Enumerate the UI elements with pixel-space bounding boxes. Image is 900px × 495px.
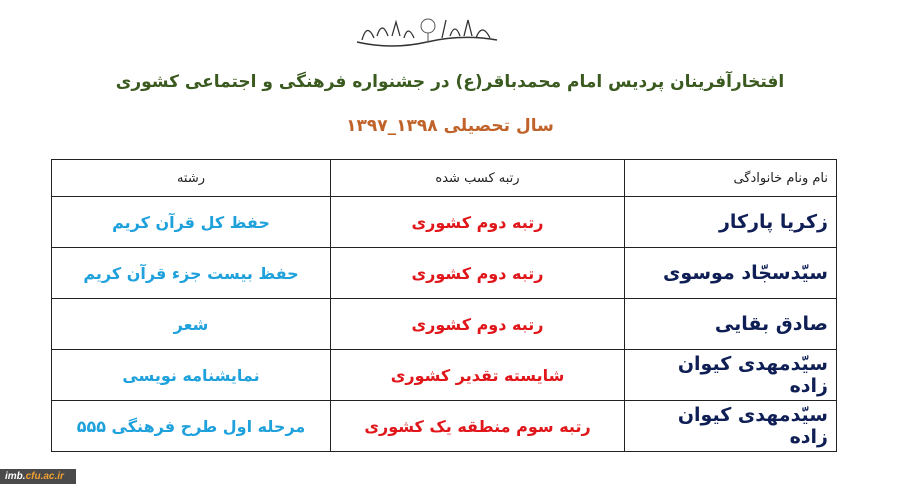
cell-rank: شایسته تقدیر کشوری	[331, 350, 625, 401]
column-header-rank: رتبه کسب شده	[331, 160, 625, 197]
cell-name: سیّدسجّاد موسوی	[625, 248, 837, 299]
table-row	[52, 401, 837, 452]
cell-rank: رتبه دوم کشوری	[331, 197, 625, 248]
cell-field: شعر	[52, 299, 331, 350]
cell-name: صادق بقایی	[625, 299, 837, 350]
table-row	[52, 299, 837, 350]
table-row	[52, 197, 837, 248]
column-header-field: رشته	[52, 160, 331, 197]
cell-rank: رتبه دوم کشوری	[331, 248, 625, 299]
watermark-domain: cfu.ac.ir	[25, 471, 64, 482]
column-header-name: نام ونام خانوادگی	[625, 160, 837, 197]
table-header-row	[52, 160, 837, 197]
cell-name: سیّدمهدی کیوان زاده	[625, 401, 837, 452]
cell-name: زکریا پارکار	[625, 197, 837, 248]
table-row	[52, 248, 837, 299]
academic-year-subtitle: سال تحصیلی ۱۳۹۸_۱۳۹۷	[346, 116, 554, 136]
cell-rank: رتبه دوم کشوری	[331, 299, 625, 350]
table-row	[52, 350, 837, 401]
page-title: افتخارآفرینان پردیس امام محمدباقر(ع) در جشنواره فرهنگی و اجتماعی کشوری	[115, 72, 785, 92]
cell-field: حفظ کل قرآن کریم	[52, 197, 331, 248]
cell-rank: رتبه سوم منطقه یک کشوری	[331, 401, 625, 452]
awards-table	[51, 159, 837, 452]
bismillah-logo-icon	[352, 12, 502, 52]
cell-field: مرحله اول طرح فرهنگی ۵۵۵	[52, 401, 331, 452]
site-watermark	[0, 469, 76, 484]
cell-field: حفظ بیست جزء قرآن کریم	[52, 248, 331, 299]
cell-name: سیّدمهدی کیوان زاده	[625, 350, 837, 401]
watermark-prefix: imb.	[5, 471, 26, 482]
cell-field: نمایشنامه نویسی	[52, 350, 331, 401]
